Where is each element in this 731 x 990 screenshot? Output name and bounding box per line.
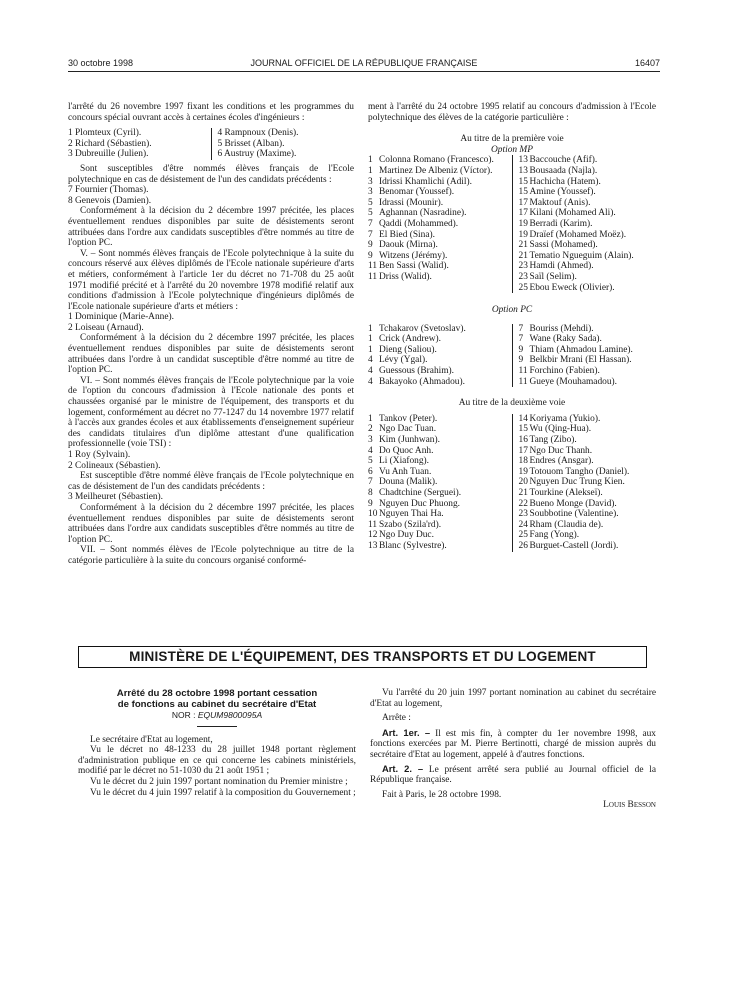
rank-number: 5	[368, 456, 373, 467]
header-date: 30 octobre 1998	[68, 58, 134, 68]
ranked-entry	[368, 345, 506, 356]
candidate-name: El Bied (Sina).	[379, 229, 435, 240]
ranked-entry	[519, 324, 657, 335]
ranked-entry	[368, 499, 506, 510]
ranked-entry	[519, 509, 657, 520]
voie-2-left	[368, 414, 512, 552]
rank-number: 19	[518, 218, 528, 229]
article-2-label: Art. 2. –	[382, 762, 424, 774]
list-item: 2 Loiseau (Arnaud).	[68, 322, 144, 333]
ranked-entry	[368, 435, 506, 446]
arrete-title-line-1: Arrêté du 28 octobre 1998 portant cessation	[116, 688, 318, 699]
rank-number: 7	[518, 334, 524, 345]
candidate-name: Kilani (Mohamed Ali).	[529, 208, 616, 219]
candidate-name: Guessous (Brahim).	[379, 366, 454, 377]
ranked-entry	[368, 272, 506, 283]
ranked-entry	[368, 251, 506, 262]
candidate-name: Aghannan (Nasradine).	[379, 208, 467, 219]
article-1	[370, 728, 656, 761]
rank-number: 4	[368, 376, 373, 387]
candidate-name: Qaddi (Mohammed).	[379, 218, 459, 229]
rank-number: 1	[368, 334, 373, 345]
candidate-name: Tchakarov (Svetoslav).	[379, 323, 466, 334]
ranked-entry	[519, 377, 657, 388]
rank-number: 4	[368, 366, 373, 377]
candidate-name: Maktouf (Anis).	[529, 197, 591, 208]
list-1-left	[68, 128, 211, 160]
candidate-name: Benomar (Youssef).	[379, 187, 455, 198]
candidate-name: Gueye (Mouhamadou).	[529, 376, 617, 387]
arrete-left-column	[78, 688, 356, 798]
rank-number: 21	[518, 250, 528, 261]
rank-number: 9	[368, 240, 373, 251]
list-item: 6 Austruy (Maxime).	[217, 149, 297, 160]
ranked-entry	[368, 541, 506, 552]
pc-table	[368, 324, 656, 388]
candidate-name: Tankov (Peter).	[379, 413, 438, 424]
arrete-p4: Vu le décret du 4 juin 1997 relatif à la composition du Gouvernement ;	[90, 787, 356, 798]
list-1	[68, 128, 354, 160]
candidate-name: Ben Sassi (Walid).	[379, 261, 449, 272]
conf-2-text: Conformément à la décision du 2 décembre 1997 précitée, les places éventuellement rendues disponibles par suite de désistements seront attribuées dans l'ordre à un candidat susceptible d'être nommé au titre de l'option PC.	[68, 333, 354, 376]
candidate-name: Bousaada (Najla).	[529, 165, 598, 176]
left-column	[68, 102, 354, 567]
rank-number: 12	[368, 530, 378, 541]
arrete-title-line-2: de fonctions au cabinet du secrétaire d'Etat	[117, 699, 317, 710]
rank-number: 13	[368, 540, 378, 551]
voie-2-right	[512, 414, 657, 552]
ranked-entry	[519, 366, 657, 377]
candidate-name: Berradi (Karim).	[529, 218, 593, 229]
candidate-name: Nguyen Duc Phuong.	[379, 498, 460, 509]
candidate-name: Idrissi Khamlichi (Adil).	[379, 176, 472, 187]
rank-number: 24	[518, 519, 528, 530]
rank-number: 1	[368, 413, 373, 424]
candidate-name: Douna (Malik).	[379, 477, 438, 488]
ranked-entry	[519, 477, 657, 488]
candidate-name: Draïef (Mohamed Moëz).	[529, 229, 627, 240]
candidate-name: Martinez De Albeniz (Víctor).	[379, 165, 493, 176]
candidate-name: Ngo Duc Thanh.	[529, 445, 593, 456]
nor-code: EQUM9800095A	[197, 710, 263, 720]
page-number: 16407	[634, 58, 660, 68]
ranked-entry	[368, 467, 506, 478]
article-2	[370, 764, 656, 786]
rank-number: 7	[368, 218, 373, 229]
rank-number: 7	[368, 229, 373, 240]
candidate-name: Totouom Tangho (Daniel).	[529, 466, 630, 477]
rank-number: 17	[518, 208, 528, 219]
rank-number: 11	[368, 519, 378, 530]
mp-right	[512, 155, 657, 293]
rank-number: 2	[368, 424, 373, 435]
voie-2-heading: Au titre de la deuxième voie	[458, 398, 566, 409]
ranked-entry	[368, 177, 506, 188]
candidate-name: Ngo Dac Tuan.	[379, 424, 437, 435]
rank-number: 1	[368, 155, 373, 166]
rank-number: 19	[518, 466, 528, 477]
voie-2-table	[368, 414, 656, 552]
ranked-entry	[368, 530, 506, 541]
ranked-entry	[519, 240, 657, 251]
ranked-entry	[519, 435, 657, 446]
ranked-entry	[368, 198, 506, 209]
rank-number: 3	[368, 435, 373, 446]
candidate-name: Bouriss (Mehdi).	[529, 323, 594, 334]
candidate-name: Lévy (Ygal).	[379, 355, 428, 366]
ranked-entry	[368, 324, 506, 335]
ranked-entry	[519, 334, 657, 345]
candidate-name: Baccouche (Afif).	[529, 155, 598, 166]
list-item: 4 Rampnoux (Denis).	[217, 128, 299, 139]
desist-1-list	[68, 185, 354, 206]
candidate-name: Bueno Monge (David).	[529, 498, 617, 509]
rank-number: 19	[518, 229, 528, 240]
rank-number: 11	[518, 376, 528, 387]
ranked-entry	[368, 355, 506, 366]
rank-number: 23	[518, 509, 528, 520]
ranked-entry	[519, 499, 657, 510]
candidate-name: Tang (Zibo).	[529, 435, 577, 446]
candidate-name: Li (Xiafong).	[379, 456, 429, 467]
rank-number: 7	[368, 477, 373, 488]
ranked-entry	[519, 530, 657, 541]
list-item: 3 Dubreuille (Julien).	[68, 149, 149, 160]
rank-number: 1	[368, 165, 373, 176]
rank-number: 13	[518, 155, 528, 166]
arrete-p3: Vu le décret du 2 juin 1997 portant nomination du Premier ministre ;	[90, 776, 348, 787]
rank-number: 25	[518, 282, 528, 293]
rank-number: 21	[518, 488, 528, 498]
candidate-name: Nguyen Duc Trung Kien.	[529, 477, 625, 488]
ranked-entry	[368, 187, 506, 198]
candidate-name: Szabo (Szila'rd).	[379, 519, 442, 530]
journal-title: JOURNAL OFFICIEL DE LA RÉPUBLIQUE FRANÇAISE	[250, 58, 478, 68]
candidate-name: Soubbotine (Valentine).	[529, 509, 619, 520]
ministry-banner: MINISTÈRE DE L'ÉQUIPEMENT, DES TRANSPORTS ET DU LOGEMENT	[78, 646, 647, 668]
ranked-entry	[519, 345, 657, 356]
rank-number: 4	[368, 355, 373, 366]
ranked-entry	[519, 219, 657, 230]
left-intro: l'arrêté du 26 novembre 1997 fixant les conditions et les programmes du concours spécial ouvrant accès à certaines écoles d'ingénieurs :	[68, 102, 354, 123]
candidate-name: Idrassi (Mounir).	[379, 197, 444, 208]
ranked-entry	[519, 272, 657, 283]
rank-number: 14	[518, 413, 528, 424]
list-item: 8 Genevois (Damien).	[68, 195, 152, 206]
candidate-name: Wu (Qing-Hua).	[529, 424, 592, 435]
candidate-name: Tematio Ngueguim (Alain).	[529, 250, 634, 261]
right-intro: ment à l'arrêté du 24 octobre 1995 relatif au concours d'admission à l'Ecole polytechnique des élèves de la catégorie particulière :	[368, 102, 656, 123]
candidate-name: Bakayoko (Ahmadou).	[379, 376, 465, 387]
ranked-entry	[368, 166, 506, 177]
rank-number: 20	[518, 477, 528, 488]
voie-1-heading: Au titre de la première voie	[460, 134, 564, 145]
rank-number: 3	[368, 187, 373, 198]
section-vi-list	[68, 450, 354, 471]
rank-number: 10	[368, 509, 378, 520]
candidate-name: Hachicha (Hatem).	[529, 176, 601, 187]
ranked-entry	[519, 198, 657, 209]
candidate-name: Driss (Walid).	[379, 271, 432, 282]
candidate-name: Nguyen Thai Ha.	[379, 509, 444, 520]
candidate-name: Forchino (Fabien).	[529, 366, 600, 377]
desist-2-list	[68, 492, 354, 503]
ranked-entry	[519, 208, 657, 219]
ranked-entry	[368, 230, 506, 241]
section-vi-text: VI. – Sont nommés élèves français de l'Ecole polytechnique par la voie de l'option du concours d'admission à l'Ecole nationale des ponts et chaussées organisé par le ministre de l'équipement, des transports et du logement, conformément au décret no 77-1247 du 14 novembre 1977 relatif à l'accès aux grandes écoles et aux établissements d'enseignement supérieur des candidats titulaires d'un diplôme attestant d'une qualification professionnelle (voie TSI) :	[68, 375, 354, 450]
section-v-text: V. – Sont nommés élèves français de l'Ecole polytechnique à la suite du concours réservé aux élèves diplômés de l'Ecole nationale supérieure d'arts et métiers, conformément à l'article 1er du décret no 71-708 du 25 août 1971 modifié précité et à l'arrêté du 20 novembre 1978 modifié relatif aux conditions d'admission à l'Ecole polytechnique d'ingénieurs diplômés de l'Ecole nationale supérieure d'arts et métiers :	[68, 248, 354, 312]
ranked-entry	[519, 488, 657, 499]
rank-number: 4	[368, 445, 373, 456]
ranked-entry	[368, 509, 506, 520]
ranked-entry	[368, 424, 506, 435]
rank-number: 13	[518, 165, 528, 176]
ranked-entry	[368, 377, 506, 388]
ranked-entry	[368, 414, 506, 425]
ranked-entry	[519, 446, 657, 457]
rank-number: 11	[368, 271, 378, 282]
arrete-p1: Le secrétaire d'Etat au logement,	[90, 734, 213, 745]
rank-number: 9	[518, 355, 524, 366]
rank-number: 1	[368, 323, 373, 334]
ranked-entry	[519, 230, 657, 241]
candidate-name: Colonna Romano (Francesco).	[379, 155, 494, 166]
rank-number: 5	[368, 197, 373, 208]
rank-number: 15	[518, 424, 528, 435]
conf-1-text: Conformément à la décision du 2 décembre 1997 précitée, les places éventuellement rendues disponibles par suite de désistements seront attribuées dans l'ordre aux candidats susceptibles d'être nommés au titre de l'option PC.	[68, 206, 354, 249]
ranked-entry	[519, 424, 657, 435]
mp-left	[368, 155, 512, 293]
page-header	[68, 58, 660, 70]
ranked-entry	[519, 177, 657, 188]
candidate-name: Kim (Junhwan).	[379, 435, 440, 446]
mp-table	[368, 155, 656, 293]
candidate-name: Sassi (Mohamed).	[529, 240, 598, 251]
candidate-name: Thiam (Ahmadou Lamine).	[529, 344, 633, 355]
ranked-entry	[519, 166, 657, 177]
rank-number: 21	[518, 240, 528, 251]
option-mp-heading: Option MP	[491, 144, 533, 155]
rank-number: 17	[518, 197, 528, 208]
ranked-entry	[519, 355, 657, 366]
rank-number: 22	[518, 498, 528, 509]
nor-label: NOR :	[171, 710, 196, 720]
ranked-entry	[519, 283, 657, 294]
candidate-name: Fang (Yong).	[529, 530, 580, 541]
candidate-name: Rham (Claudia de).	[529, 519, 604, 530]
rank-number: 8	[368, 488, 373, 498]
pc-right	[512, 324, 657, 388]
arrete-decides: Arrête :	[382, 713, 411, 724]
ranked-entry	[368, 261, 506, 272]
ranked-entry	[519, 261, 657, 272]
candidate-name: Crick (Andrew).	[379, 334, 441, 345]
list-item: 5 Brisset (Alban).	[217, 138, 285, 149]
section-v-list	[68, 312, 354, 333]
rank-number: 26	[518, 540, 528, 551]
nor-reference	[78, 710, 356, 721]
arrete-p5: Vu l'arrêté du 20 juin 1997 portant nomination au cabinet du secrétaire d'Etat au logement,	[370, 688, 656, 709]
candidate-name: Ebou Eweck (Olivier).	[529, 282, 615, 293]
rank-number: 9	[368, 498, 373, 509]
list-item: 1 Roy (Sylvain).	[68, 450, 131, 460]
article-2-text: Le présent arrêté sera publié au Journal officiel de la République française.	[370, 764, 657, 786]
ranked-entry	[519, 187, 657, 198]
candidate-name: Belkbir Mrani (El Hassan).	[529, 355, 632, 366]
candidate-name: Do Quoc Anh.	[379, 445, 434, 456]
header-rule	[68, 71, 660, 72]
candidate-name: Blanc (Sylvestre).	[379, 540, 447, 551]
pc-left	[368, 324, 512, 388]
candidate-name: Koriyama (Yukio).	[529, 413, 601, 424]
list-item: 3 Meilheuret (Sébastien).	[68, 492, 164, 503]
ranked-entry	[368, 155, 506, 166]
ranked-entry	[368, 488, 506, 499]
arrete-right-column	[370, 688, 656, 811]
ranked-entry	[368, 520, 506, 531]
article-1-label: Art. 1er. –	[382, 726, 431, 738]
candidate-name: Wane (Raky Sada).	[529, 334, 602, 345]
candidate-name: Witzens (Jérémy).	[379, 250, 448, 261]
ranked-entry	[368, 219, 506, 230]
rank-number: 1	[368, 344, 373, 355]
ranked-entry	[519, 541, 657, 552]
rank-number: 3	[368, 176, 373, 187]
rank-number: 15	[518, 187, 528, 198]
desist-1-text: Sont susceptibles d'être nommés élèves français de l'Ecole polytechnique en cas de désistement de l'un des candidats précédents :	[68, 163, 354, 185]
done-at: Fait à Paris, le 28 octobre 1998.	[382, 789, 502, 800]
ranked-entry	[368, 366, 506, 377]
candidate-name: Ngo Duy Duc.	[379, 530, 434, 541]
rank-number: 6	[368, 466, 373, 477]
candidate-name: Hamdi (Ahmed).	[529, 261, 594, 272]
conf-3-text: Conformément à la décision du 2 décembre 1997 précitée, les places éventuellement rendues disponibles par suite de désistements seront attribuées dans l'ordre aux candidats susceptibles d'être nommés au titre de l'option PC.	[68, 502, 354, 545]
article-1-text: Il est mis fin, à compter du 1er novembre 1998, aux fonctions exercées par M. Pierre Bertinotti, chargé de mission auprès du secrétaire d'Etat au logement, appelé à d'autres fonctions.	[370, 728, 656, 760]
list-item: 7 Fournier (Thomas).	[68, 185, 149, 196]
rank-number: 5	[368, 208, 373, 219]
list-item: 2 Richard (Sébastien).	[68, 138, 152, 149]
candidate-name: Saïl (Selim).	[529, 271, 577, 282]
option-pc-heading: Option PC	[491, 305, 533, 316]
list-1-right	[211, 128, 355, 160]
title-rule	[197, 726, 237, 727]
rank-number: 18	[518, 456, 528, 467]
candidate-name: Vu Anh Tuan.	[379, 466, 432, 477]
ranked-entry	[519, 467, 657, 478]
list-item: 1 Plomteux (Cyril).	[68, 128, 142, 139]
ranked-entry	[368, 208, 506, 219]
rank-number: 9	[518, 344, 524, 355]
candidate-name: Amine (Youssef).	[529, 187, 596, 198]
rank-number: 23	[518, 261, 528, 272]
ranked-entry	[519, 155, 657, 166]
ranked-entry	[519, 251, 657, 262]
signature: Louis Besson	[603, 800, 656, 811]
rank-number: 15	[518, 176, 528, 187]
rank-number: 7	[518, 323, 524, 334]
right-column	[368, 102, 656, 552]
rank-number: 11	[518, 366, 528, 377]
desist-2-text: Est susceptible d'être nommé élève français de l'Ecole polytechnique en cas de désistement de l'un des candidats précédents :	[68, 471, 354, 492]
rank-number: 9	[368, 250, 373, 261]
candidate-name: Chadtchine (Serguei).	[379, 488, 462, 498]
list-item: 2 Colineaux (Sébastien).	[68, 460, 161, 471]
rank-number: 17	[518, 445, 528, 456]
rank-number: 23	[518, 271, 528, 282]
list-item: 1 Dominique (Marie-Anne).	[68, 312, 174, 323]
candidate-name: Tourkine (Alekseï).	[529, 488, 603, 498]
section-vii-text: VII. – Sont nommés élèves de l'Ecole polytechnique au titre de la catégorie particulière à la suite du concours organisé conformé-	[68, 545, 354, 566]
candidate-name: Endres (Ansgar).	[529, 456, 594, 467]
rank-number: 11	[368, 261, 378, 272]
rank-number: 25	[518, 530, 528, 541]
ranked-entry	[368, 240, 506, 251]
ranked-entry	[368, 334, 506, 345]
ranked-entry	[519, 520, 657, 531]
arrete-p2: Vu le décret no 48-1233 du 28 juillet 1948 portant règlement d'administration publique en ce qui concerne les cabinets ministériels, modifié par le décret no 51-1030 du 21 août 1951 ;	[78, 745, 356, 777]
ranked-entry	[519, 414, 657, 425]
ranked-entry	[368, 456, 506, 467]
candidate-name: Burguet-Castell (Jordi).	[529, 540, 619, 551]
ranked-entry	[368, 477, 506, 488]
ranked-entry	[368, 446, 506, 457]
candidate-name: Dieng (Saliou).	[379, 344, 437, 355]
candidate-name: Daouk (Mirna).	[379, 240, 438, 251]
ranked-entry	[519, 456, 657, 467]
rank-number: 16	[518, 435, 528, 446]
